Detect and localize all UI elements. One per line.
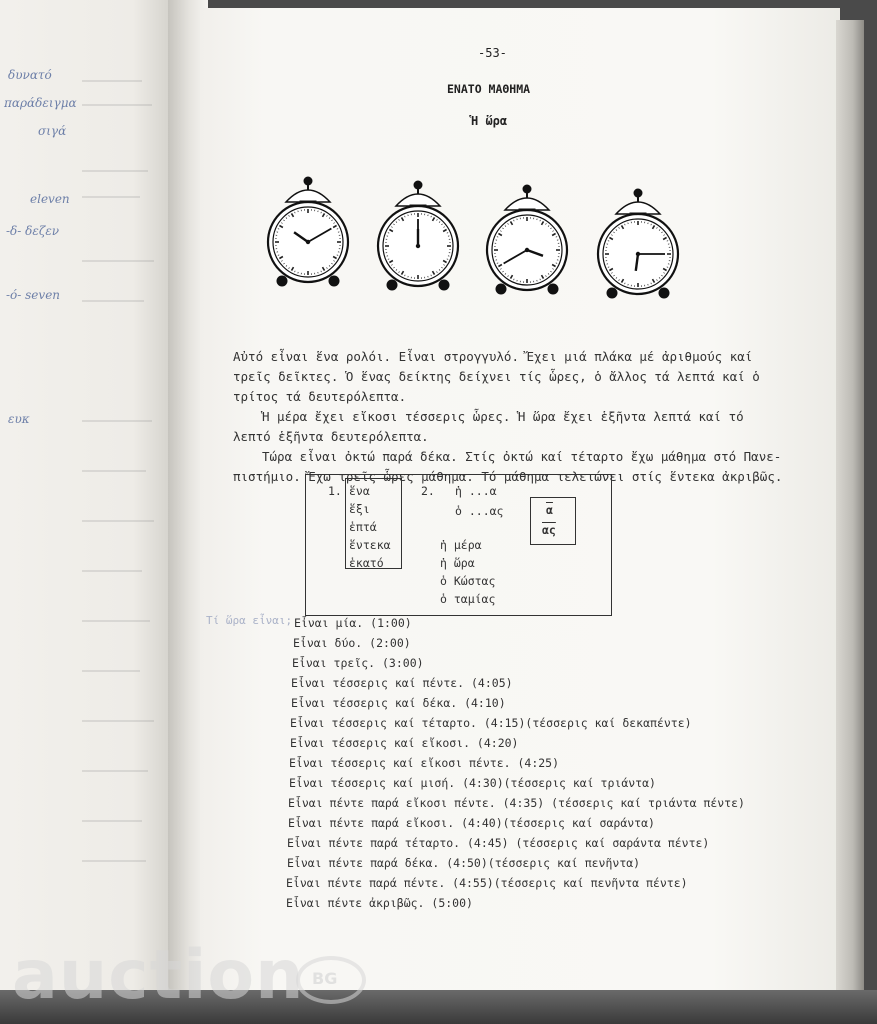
handwriting-note: παράδειγμα xyxy=(4,96,77,110)
passage-line: Ἡ μέρα ἔχει εἴκοσι τέσσερις ὧρες. Ἡ ὥρα ἔχει ἑξῆντα λεπτά καί τό xyxy=(262,409,744,424)
handwriting-note: δυνατό xyxy=(8,68,52,82)
handwriting-note: -δ- δεζεν xyxy=(6,224,60,238)
time-expression: Εἶναι πέντε παρά εἴκοσι πέντε. (4:35) (τέσσερις καί τριάντα πέντε) xyxy=(288,796,745,810)
passage-line: πιστήμιο. Ἔχω τρεῖς ὧρες μάθημα. Τό μάθημα τελειώνει στίς ἕντεκα ἀκριβῶς. xyxy=(233,469,783,484)
time-expression: Εἶναι δύο. (2:00) xyxy=(293,636,411,650)
page-edge xyxy=(836,20,864,1010)
time-expression: Εἶναι πέντε παρά πέντε. (4:55)(τέσσερις καί πενῆντα πέντε) xyxy=(286,876,688,890)
time-expression: Εἶναι τέσσερις καί δέκα. (4:10) xyxy=(291,696,506,710)
time-expression: Εἶναι τέσσερις καί πέντε. (4:05) xyxy=(291,676,513,690)
time-expression: Εἶναι τρεῖς. (3:00) xyxy=(292,656,424,670)
time-expression: Εἶναι πέντε παρά δέκα. (4:50)(τέσσερις καί πενῆντα) xyxy=(287,856,641,870)
number-word: ἑκατό xyxy=(349,556,384,570)
lesson-subtitle: Ἡ ὥρα xyxy=(471,114,508,128)
example-word: ἡ ὥρα xyxy=(440,556,475,570)
time-expression: Εἶναι τέσσερις καί τέταρτο. (4:15)(τέσσερις καί δεκαπέντε) xyxy=(290,716,692,730)
handwriting-note: -ό- seven xyxy=(6,288,61,302)
number-word: ἕντεκα xyxy=(349,538,391,552)
handwriting-note: ευκ xyxy=(8,412,30,426)
watermark-badge xyxy=(296,956,366,1004)
time-expression: Εἶναι τέσσερις καί εἴκοσι πέντε. (4:25) xyxy=(289,756,560,770)
passage-line: Τώρα εἶναι ὀκτώ παρά δέκα. Στίς ὀκτώ καί τέταρτο ἔχω μάθημα στό Πανε- xyxy=(262,449,782,464)
passage-line: Αὐτό εἶναι ἕνα ρολόι. Εἶναι στρογγυλό. Ἔχει μιά πλάκα μέ ἀριθμούς καί xyxy=(233,349,753,364)
ending-a: $\overline{\alpha}$ xyxy=(546,503,553,517)
lesson-title: ΕΝΑΤΟ ΜΑΘΗΜΑ xyxy=(447,82,531,96)
endings-box xyxy=(530,497,576,545)
time-question: Τί ὥρα εἶναι; xyxy=(206,614,293,627)
alarm-clock-icon xyxy=(372,178,464,294)
left-page xyxy=(0,0,190,1000)
watermark: auction xyxy=(12,936,305,1015)
example-word: ὁ Κώστας xyxy=(440,574,496,588)
example-word: ὁ ταμίας xyxy=(440,592,496,606)
number-word: ἕξι xyxy=(349,502,370,516)
passage-line: τρίτος τά δευτερόλεπτα. xyxy=(233,389,407,404)
alarm-clock-icon xyxy=(592,186,684,302)
ending-as: $\overline{\alpha\varsigma}$ xyxy=(542,523,556,537)
passage-line: τρεῖς δεῖκτες. Ὁ ἕνας δείκτης δείχνει τίς ὧρες, ὁ ἄλλος τά λεπτά καί ὁ xyxy=(233,369,760,384)
page-number: -53- xyxy=(478,46,507,60)
number-word: ἑπτά xyxy=(349,520,377,534)
alarm-clock-icon xyxy=(262,174,354,290)
watermark-badge-text: BG xyxy=(312,969,338,988)
ending-pattern: ἡ ...α xyxy=(455,484,497,498)
passage-line: λεπτό ἑξῆντα δευτερόλεπτα. xyxy=(233,429,429,444)
time-expression: Εἶναι τέσσερις καί εἴκοσι. (4:20) xyxy=(290,736,519,750)
alarm-clock-icon xyxy=(481,182,573,298)
time-expression: Εἶναι πέντε παρά εἴκοσι. (4:40)(τέσσερις καί σαράντα) xyxy=(288,816,655,830)
ending-pattern: ὁ ...ας xyxy=(455,504,504,518)
part2-label: 2. xyxy=(421,484,435,498)
handwriting-note: σιγά xyxy=(38,124,67,138)
time-expression: Εἶναι μία. (1:00) xyxy=(294,616,412,630)
time-expression: Εἶναι πέντε παρά τέταρτο. (4:45) (τέσσερις καί σαράντα πέντε) xyxy=(287,836,710,850)
example-word: ἡ μέρα xyxy=(440,538,482,552)
time-expression: Εἶναι πέντε ἀκριβῶς. (5:00) xyxy=(286,896,473,910)
handwriting-note: eleven xyxy=(30,192,70,206)
time-expression: Εἶναι τέσσερις καί μισή. (4:30)(τέσσερις καί τριάντα) xyxy=(289,776,656,790)
part1-label: 1. xyxy=(328,484,342,498)
number-word: ἕνα xyxy=(349,484,370,498)
